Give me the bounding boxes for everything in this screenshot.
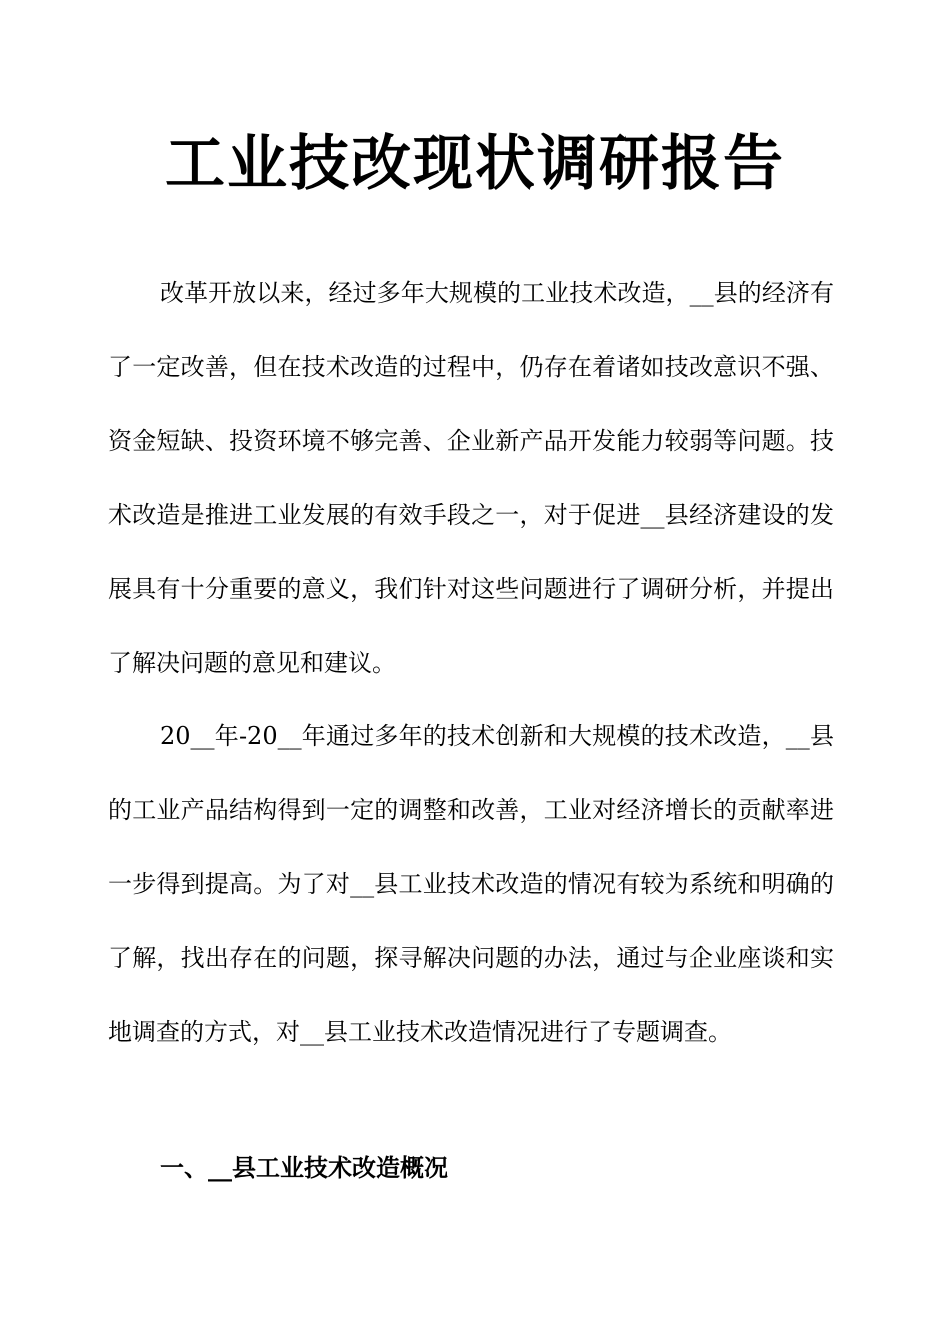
paragraph-intro: 改革开放以来，经过多年大规模的工业技术改造，__县的经济有了一定改善，但在技术改造的过程中，仍存在着诸如技改意识不强、资金短缺、投资环境不够完善、企业新产品开发能力较弱等问题。技术改造是推进工业发展的有效手段之一，对于促进__县经济建设的发展具有十分重要的意义，我们针对这些问题进行了调研分析，并提出了解决问题的意见和建议。 (108, 279, 834, 677)
section-heading: 一、__县工业技术改造概况 (160, 1154, 448, 1182)
document-title: 工业技改现状调研报告 (165, 129, 785, 199)
paragraph-background: 20__年-20__年通过多年的技术创新和大规模的技术改造，__县的工业产品结构得到一定的调整和改善，工业对经济增长的贡献率进一步得到提高。为了对__县工业技术改造的情况有较为系统和明确的了解，找出存在的问题，探寻解决问题的办法，通过与企业座谈和实地调查的方式，对__县工业技术改造情况进行了专题调查。 (108, 722, 834, 1046)
